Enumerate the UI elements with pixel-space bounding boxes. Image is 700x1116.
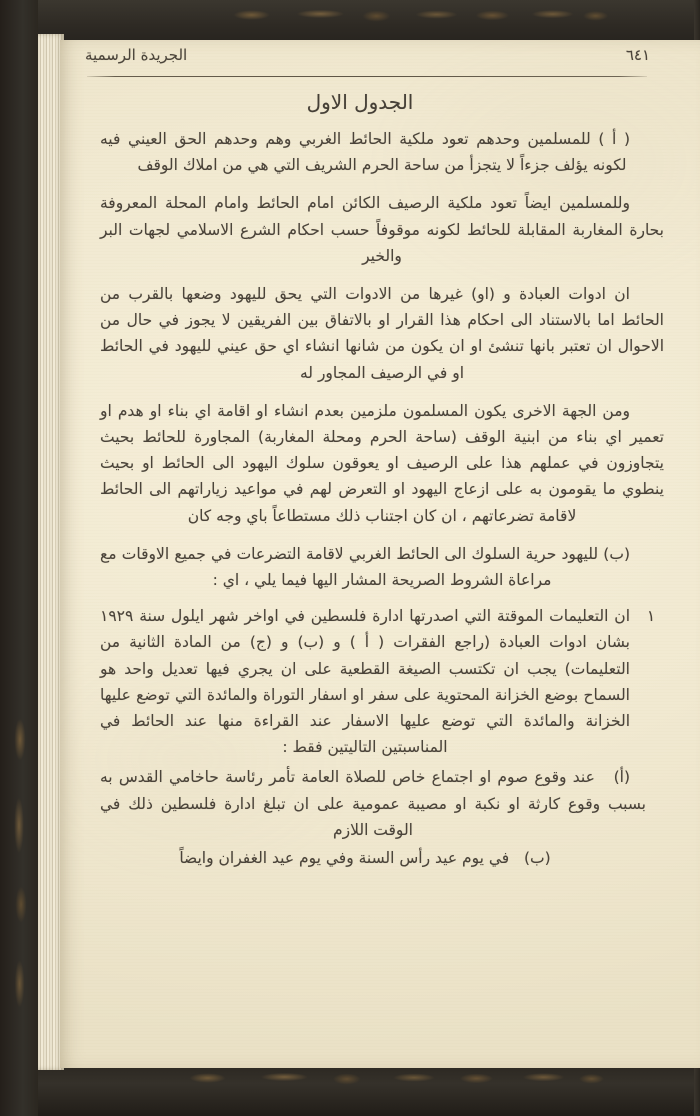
gazette-title: الجريدة الرسمية (85, 46, 188, 64)
sub-item-ba-label: (ب) (523, 849, 551, 868)
binding-wear-top (200, 4, 630, 26)
clause-text: ان التعليمات الموقتة التي اصدرتها ادارة فلسطين في اواخر شهر ايلول سنة ١٩٢٩ بشان ادوات العبادة (راجع الفقرات ( أ ) و (ب) و (ج) من المادة الثانية من التعليمات) يجب ان تكتسب الصيغة القطعية على ان يجري فيها تعديل واحد هو السماح بوضع الخزانة المحتوية على سفر او اسفار التوراة والمائدة التي توضع عليها الخزانة والمائدة التي توضع عليها الاسفار عند القراءة منها عند الحائط في المناسبتين التاليتين فقط : (100, 607, 630, 757)
binding-wear-left (10, 700, 30, 1030)
binding-wear-bottom (150, 1068, 630, 1088)
sub-item-alif (100, 764, 664, 843)
sub-item-alif-label: (أ) (613, 768, 630, 787)
document-body (100, 126, 664, 873)
page-number: ٦٤١ (625, 46, 650, 64)
paragraph-pavement-ownership: وللمسلمين ايضاً تعود ملكية الرصيف الكائن امام الحائط وامام المحلة المعروفة بحارة المغاربة المقابلة للحائط لكونه موقوفاً حسب احكام الشرع الاسلامي لجهات البر والخير (100, 194, 664, 265)
running-head (85, 46, 650, 76)
schedule-title: الجدول الاول (306, 90, 414, 114)
numbered-clause-1 (100, 603, 664, 760)
header-rule (87, 76, 647, 77)
paragraph-muslim-obligations: ومن الجهة الاخرى يكون المسلمون ملزمين بعدم انشاء او اقامة اي بناء او هدم او تعمير اي بناء من ابنية الوقف (ساحة الحرم ومحلة المغاربة) المجاورة للحائط بحيث يتجاوزون في عملهم هذا على الرصيف او يعوقون سلوك اليهود الى الحائط او بحيث ينطوي ما يقومون به على ازعاج اليهود او التعرض لهم في مواعيد زياراتهم الى الحائط لاقامة تضرعاتهم ، ان كان اجتناب ذلك مستطاعاً باي وجه كان (100, 401, 664, 525)
sub-item-ba-text: في يوم عيد رأس السنة وفي يوم عيد الغفران وايضاً (179, 849, 510, 868)
sub-item-alif-text: عند وقوع صوم او اجتماع خاص للصلاة العامة تأمر رئاسة حاخامي القدس به بسبب وقوع كارثة او نكبة او مصيبة عمومية على ان تبلغ ادارة فلسطين ذلك في الوقت اللازم (100, 768, 646, 839)
paragraph-worship-objects: ان ادوات العبادة و (او) غيرها من الادوات التي يحق لليهود وضعها بالقرب من الحائط اما بالاستناد الى احكام هذا القرار او بالاتفاق بين الفريقين لا يجوز في حال من الاحوال ان تعتبر بانها تنشئ او ان يكون من شانها انشاء اي حق عيني لليهود في الحائط او في الرصيف المجاور له (100, 285, 664, 382)
paragraph-clause-alif: ( أ ) للمسلمين وحدهم تعود ملكية الحائط الغربي وهم وحدهم الحق العيني فيه لكونه يؤلف جزءاً لا يتجزأ من ساحة الحرم الشريف التي هي من املاك الوقف (100, 130, 630, 175)
clause-number: ١ (646, 607, 656, 626)
printed-page (60, 40, 700, 1068)
paragraph-clause-ba: (ب) لليهود حرية السلوك الى الحائط الغربي لاقامة التضرعات في جميع الاوقات مع مراعاة الشروط الصريحة المشار اليها فيما يلي ، اي : (100, 544, 630, 590)
sub-item-ba (100, 845, 664, 871)
